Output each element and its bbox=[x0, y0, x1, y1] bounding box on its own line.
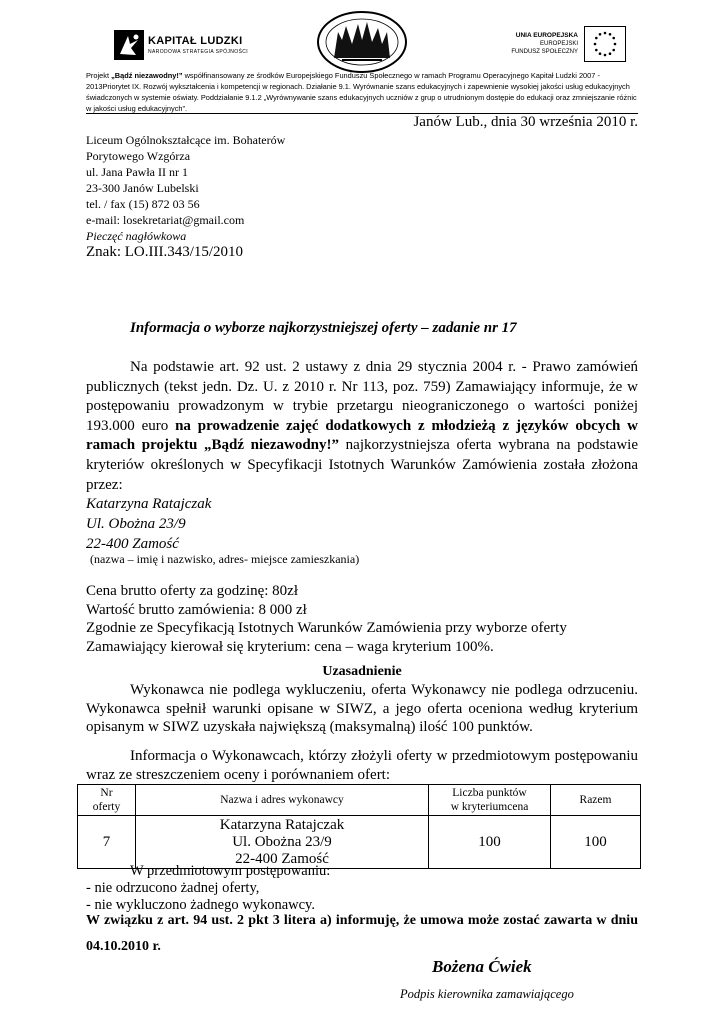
winner-note: (nazwa – imię i nazwisko, adres- miejsce zamieszkania) bbox=[90, 552, 360, 566]
document-date: Janów Lub., dnia 30 września 2010 r. bbox=[413, 114, 638, 130]
summary-line: - nie odrzucono żadnej oferty, bbox=[86, 880, 260, 896]
cell-contractor-street: Ul. Obożna 23/9 bbox=[232, 833, 332, 850]
total-value: Wartość brutto zamówienia: 8 000 zł bbox=[86, 601, 307, 618]
eu-line1: UNIA EUROPEJSKA bbox=[515, 32, 578, 39]
summary-intro: W przedmiotowym postępowaniu: bbox=[130, 863, 331, 879]
signatory-role: Podpis kierownika zamawiającego bbox=[400, 987, 574, 1001]
header-offer-number bbox=[78, 785, 136, 816]
summary-line bbox=[86, 863, 646, 880]
criterion-text: Zgodnie ze Specyfikacją Istotnych Warunków Zamówienia przy wyborze oferty Zamawiający kierował się kryterium: cena – waga kryterium 100%. bbox=[86, 620, 567, 655]
cell-contractor bbox=[136, 816, 429, 869]
project-funding-note bbox=[86, 70, 638, 114]
kapital-ludzki-emblem-icon bbox=[114, 30, 144, 60]
sender-address bbox=[86, 132, 285, 244]
cell-contractor-city: 22-400 Zamość bbox=[235, 850, 329, 867]
cell-offer-number: 7 bbox=[78, 816, 136, 869]
project-prefix: Projekt bbox=[86, 71, 112, 80]
winner-name: Katarzyna Ratajczak bbox=[86, 496, 212, 512]
document-title: Informacja o wyborze najkorzystniejszej oferty – zadanie nr 17 bbox=[130, 320, 517, 336]
offers-table bbox=[77, 784, 641, 869]
stamp-label: Pieczęć nagłówkowa bbox=[86, 229, 187, 243]
eu-line3: FUNDUSZ SPOŁECZNY bbox=[511, 49, 578, 55]
justification-text bbox=[86, 681, 638, 737]
summary-line: - nie wykluczono żadnego wykonawcy. bbox=[86, 897, 315, 913]
kapital-ludzki-title: KAPITAŁ LUDZKI bbox=[148, 35, 243, 47]
paragraph-text-1: Na podstawie art. 92 ust. 2 ustawy z dnia 29 stycznia 2004 r. - Prawo zamówień publicznych (tekst jedn. Dz. U. z 2010 r. Nr 113, poz. 759) Zamawiający informuje, że w postępowaniu prowadzonym w trybie przetargu nieograniczonego o wartości poniżej 193.000 euro bbox=[86, 359, 638, 434]
proceedings-summary bbox=[86, 863, 646, 914]
project-name: „Bądź niezawodny!” bbox=[111, 71, 183, 80]
cell-contractor-name: Katarzyna Ratajczak bbox=[219, 816, 345, 833]
paragraph-bold-text: na prowadzenie zajęć dodatkowych z młodzieżą z języków obcych w ramach projektu „Bądź niezawodny!” bbox=[86, 417, 638, 454]
header-points-line1: Liczba punktów bbox=[452, 787, 527, 799]
sender-line: ul. Jana Pawła II nr 1 bbox=[86, 165, 188, 179]
header-nr-line1: Nr bbox=[100, 787, 113, 799]
school-seal-logo bbox=[312, 10, 412, 74]
header-points bbox=[429, 785, 551, 816]
hourly-price: Cena brutto oferty za godzinę: 80zł bbox=[86, 583, 299, 599]
kapital-ludzki-logo bbox=[114, 30, 274, 60]
winner-street: Ul. Obożna 23/9 bbox=[86, 516, 186, 532]
winner-city: 22-400 Zamość bbox=[86, 536, 179, 552]
cell-points: 100 bbox=[429, 816, 551, 869]
header-total: Razem bbox=[551, 785, 641, 816]
signatory-name: Bożena Ćwiek bbox=[432, 957, 532, 976]
eu-logo-text bbox=[470, 32, 578, 56]
sender-email: e-mail: losekretariat@gmail.com bbox=[86, 213, 245, 227]
kapital-ludzki-subtitle: NARODOWA STRATEGIA SPÓJNOŚCI bbox=[148, 49, 249, 55]
price-summary bbox=[86, 582, 638, 656]
eu-flag-icon bbox=[584, 26, 626, 62]
winner-address bbox=[86, 494, 211, 554]
eu-line2: EUROPEJSKI bbox=[539, 41, 578, 47]
conclusion-text: W związku z art. 94 ust. 2 pkt 3 litera a) informuję, że umowa może zostać zawarta w dniu 04.10.2010 r. bbox=[86, 913, 638, 954]
sender-line: 23-300 Janów Lubelski bbox=[86, 181, 199, 195]
justification-body: Wykonawca nie podlega wykluczeniu, oferta Wykonawcy nie podlega odrzuceniu. Wykonawca spełnił warunki opisane w SIWZ, a jego oferta oceniona według kryterium opisanym w SIWZ uzyskała największą (maksymalną) ilość 100 punktów. bbox=[86, 682, 638, 735]
header-points-line2: w kryteriumcena bbox=[450, 801, 529, 813]
sender-line: tel. / fax (15) 872 03 56 bbox=[86, 197, 200, 211]
header-nr-line2: oferty bbox=[92, 801, 121, 813]
justification-heading: Uzasadnienie bbox=[322, 664, 402, 679]
offers-info-body: Informacja o Wykonawcach, którzy złożyli oferty w przedmiotowym postępowaniu wraz ze streszczeniem oceny i porównaniem ofert: bbox=[86, 748, 638, 783]
cell-total: 100 bbox=[551, 816, 641, 869]
table-header-row bbox=[78, 785, 641, 816]
header-contractor: Nazwa i adres wykonawcy bbox=[136, 785, 429, 816]
sender-line: Liceum Ogólnokształcące im. Bohaterów bbox=[86, 133, 286, 147]
main-paragraph bbox=[86, 358, 638, 495]
offers-info-text bbox=[86, 747, 638, 784]
table-row bbox=[78, 816, 641, 869]
reference-number: Znak: LO.III.343/15/2010 bbox=[86, 244, 244, 260]
project-note-text: współfinansowany ze środków Europejskiego Funduszu Społecznego w ramach Programu Operacyjnego Kapitał Ludzki 2007 - 2013Priorytet IX. Rozwój wykształcenia i kompetencji w regionach. Działanie 9.1. Wyrównanie szans edukacyjnych i zapewnienie wysokiej jakości usług edukacyjnych świadczonych w systemie oświaty. Poddziałanie 9.1.2 „Wyrównywanie szans edukacyjnych uczniów z grup o utrudnionym dostępie do edukacji oraz zmniejszanie różnic w jakości usług edukacyjnych”. bbox=[86, 71, 637, 113]
paragraph-text-2: najkorzystniejsza oferta wybrana na podstawie kryteriów określonych w Specyfikacji Istotnych Warunków Zamówienia została złożona przez: bbox=[86, 437, 638, 493]
sender-line: Porytowego Wzgórza bbox=[86, 149, 191, 163]
